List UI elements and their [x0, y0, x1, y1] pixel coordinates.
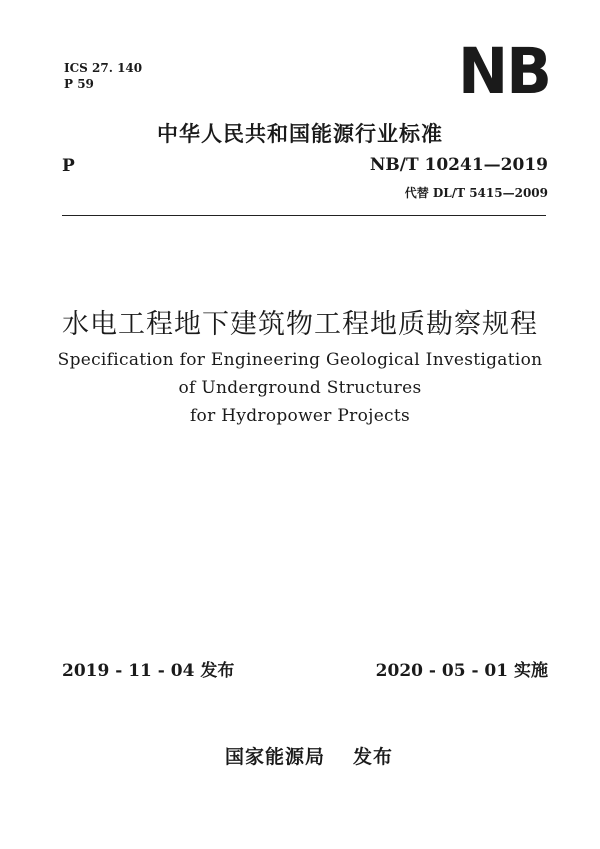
industry-standard-heading: 中华人民共和国能源行业标准	[157, 122, 443, 146]
publisher	[0, 742, 600, 769]
ccs-code: P 59	[64, 77, 94, 91]
title-english-line-1: Specification for Engineering Geological Investigation	[57, 350, 543, 370]
title-english-line-3: for Hydropower Projects	[189, 406, 411, 426]
header-divider	[62, 215, 546, 216]
ics-block	[64, 60, 142, 92]
title-chinese: 水电工程地下建筑物工程地质勘察规程	[62, 309, 538, 340]
implementation-date: 2020 - 05 - 01 实施	[375, 661, 548, 681]
title-english	[0, 346, 600, 430]
publisher-name: 国家能源局	[224, 746, 325, 768]
ics-code: ICS 27. 140	[64, 61, 143, 75]
nb-logo: NB	[458, 35, 550, 109]
issue-date: 2019 - 11 - 04 发布	[62, 661, 235, 681]
standard-number: NB/T 10241—2019	[369, 155, 548, 175]
classification-code: P	[62, 156, 75, 176]
replaces-standard: 代替 DL/T 5415—2009	[404, 186, 548, 200]
title-english-line-2: of Underground Structures	[178, 378, 422, 398]
publisher-action: 发布	[353, 746, 394, 768]
